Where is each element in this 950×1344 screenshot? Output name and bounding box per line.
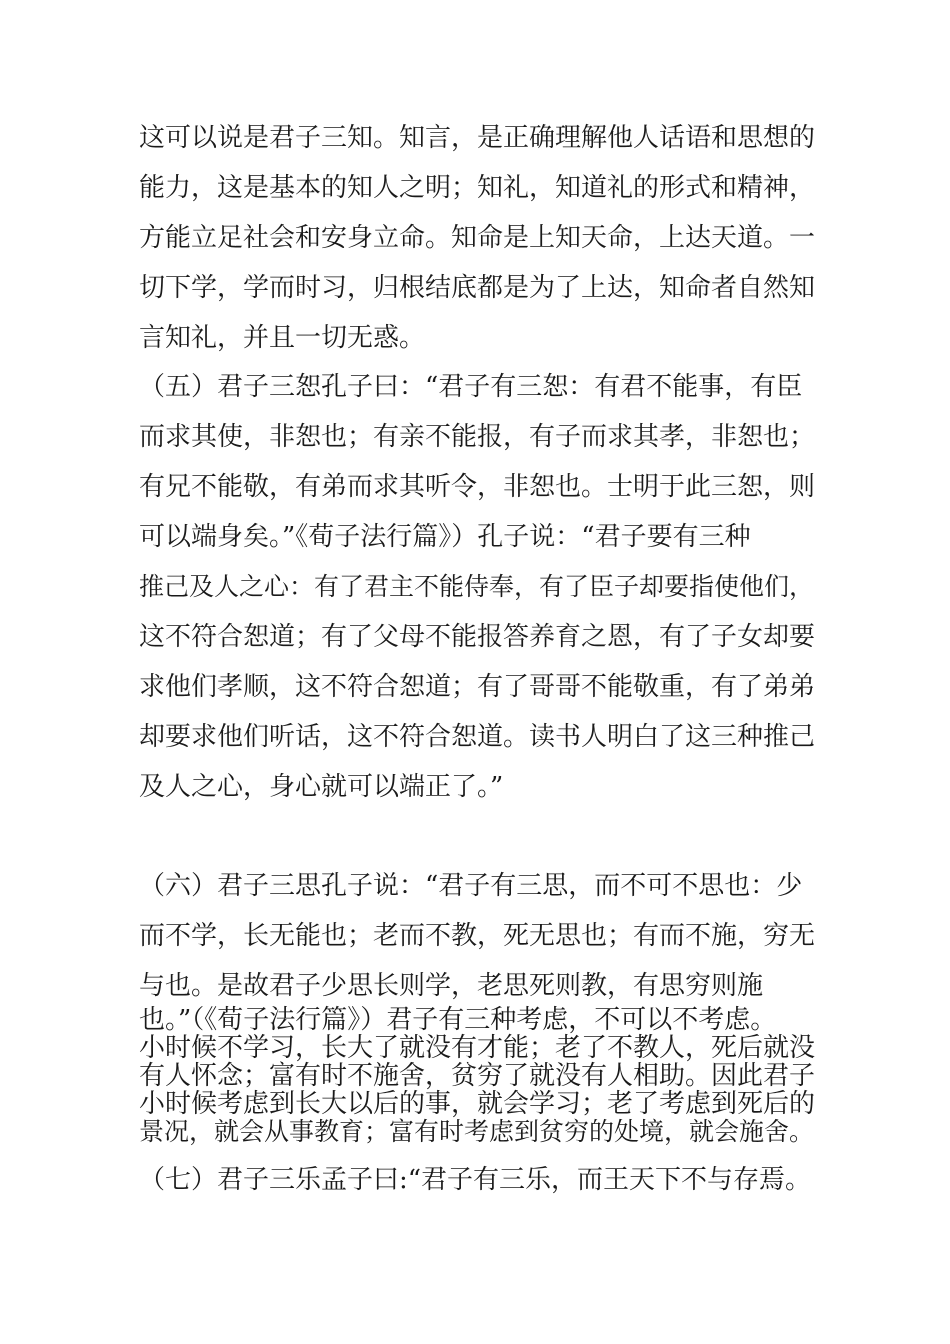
paragraph-three-thoughts-continued (139, 1006, 819, 1146)
text-line: （七）君子三乐孟子曰:“君子有三乐，而王天下不与存焉。 (139, 1165, 812, 1195)
text-line: 这可以说是君子三知。知言，是正确理解他人话语和思想的 (139, 123, 816, 153)
paragraph-three-knowings (139, 113, 819, 363)
text-line: 也。”（《荀子法行篇》）君子有三种考虑，不可以不考虑。 (139, 1005, 777, 1035)
text-line: 却要求他们听话，这不符合恕道。读书人明白了这三种推己 (139, 722, 816, 752)
text-line: 而不学，长无能也；老而不教，死无思也；有而不施，穷无 (139, 921, 816, 951)
text-line: 能力，这是基本的知人之明；知礼，知道礼的形式和精神， (139, 173, 816, 203)
text-line: 推己及人之心：有了君主不能侍奉，有了臣子却要指使他们， (139, 572, 815, 601)
text-line: （五）君子三恕孔子曰：“君子有三恕：有君不能事，有臣 (139, 372, 803, 402)
text-line: 求他们孝顺，这不符合恕道；有了哥哥不能敬重，有了弟弟 (139, 672, 816, 702)
text-line: 言知礼，并且一切无惑。 (139, 323, 426, 353)
text-line: 而求其使，非恕也；有亲不能报，有子而求其孝，非恕也； (139, 422, 816, 452)
text-line: 有人怀念；富有时不施舍，贫穷了就没有人相助。因此君子 (139, 1061, 816, 1091)
paragraph-three-thoughts (139, 861, 819, 1011)
text-line: （六）君子三思孔子说：“君子有三思，而不可不思也：少 (139, 871, 803, 901)
text-line: 与也。是故君子少思长则学，老思死则教，有思穷则施 (139, 971, 764, 1001)
text-line: 可以端身矣。”《荀子法行篇》）孔子说：“君子要有三种 (139, 522, 751, 552)
text-line: 有兄不能敬，有弟而求其听令，非恕也。士明于此三恕，则 (139, 472, 816, 502)
text-line: 切下学，学而时习，归根结底都是为了上达，知命者自然知 (139, 273, 816, 303)
text-line: 小时候考虑到长大以后的事，就会学习；老了考虑到死后的 (139, 1089, 816, 1119)
text-line: 这不符合恕道；有了父母不能报答养育之恩，有了子女却要 (139, 622, 816, 652)
paragraph-three-forbearances (139, 362, 819, 812)
text-line: 小时候不学习，长大了就没有才能；老了不教人，死后就没 (139, 1033, 816, 1063)
text-line: 景况，就会从事教育；富有时考虑到贫穷的处境，就会施舍。 (139, 1117, 815, 1146)
text-line: 方能立足社会和安身立命。知命是上知天命，上达天道。一 (139, 223, 816, 253)
paragraph-three-joys (139, 1155, 819, 1205)
text-line: 及人之心，身心就可以端正了。” (139, 772, 504, 802)
